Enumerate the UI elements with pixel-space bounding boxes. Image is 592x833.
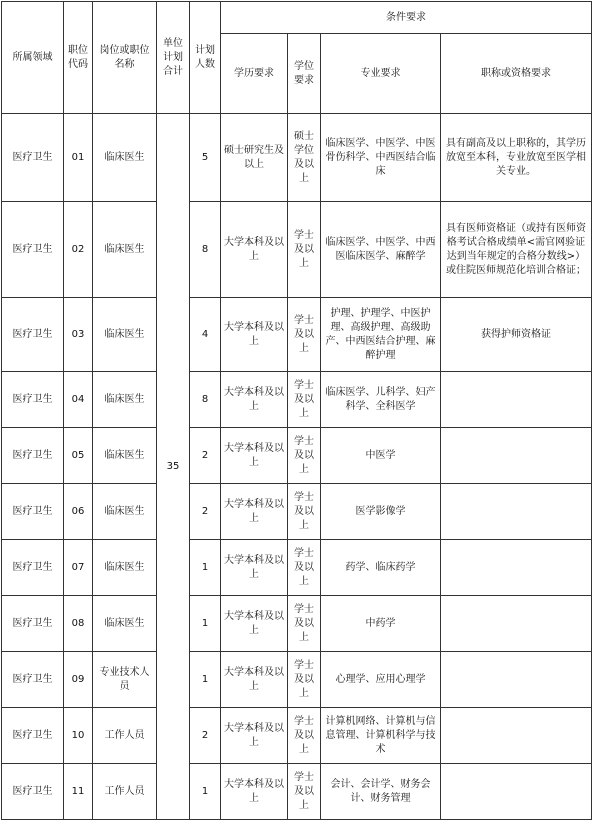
cell-education: 大学本科及以上 bbox=[221, 652, 288, 708]
cell-position: 临床医生 bbox=[93, 596, 157, 652]
cell-count: 2 bbox=[190, 484, 221, 540]
cell-position: 临床医生 bbox=[93, 298, 157, 372]
cell-domain: 医疗卫生 bbox=[2, 428, 64, 484]
cell-count: 1 bbox=[190, 652, 221, 708]
header-conditions: 条件要求 bbox=[221, 2, 592, 34]
cell-domain: 医疗卫生 bbox=[2, 484, 64, 540]
cell-degree: 学士及以上 bbox=[288, 372, 321, 428]
cell-degree: 学士及以上 bbox=[288, 484, 321, 540]
cell-domain: 医疗卫生 bbox=[2, 652, 64, 708]
table-row bbox=[2, 764, 592, 820]
cell-qualification bbox=[441, 708, 592, 764]
cell-count: 1 bbox=[190, 764, 221, 820]
cell-degree: 学士及以上 bbox=[288, 764, 321, 820]
header-plan-count: 计划人数 bbox=[190, 2, 221, 114]
cell-code: 10 bbox=[64, 708, 93, 764]
cell-degree: 学士及以上 bbox=[288, 708, 321, 764]
cell-major: 中医学 bbox=[321, 428, 441, 484]
cell-count: 1 bbox=[190, 596, 221, 652]
cell-count: 2 bbox=[190, 708, 221, 764]
header-domain: 所属领域 bbox=[2, 2, 64, 114]
cell-code: 03 bbox=[64, 298, 93, 372]
table-row bbox=[2, 652, 592, 708]
cell-education: 大学本科及以上 bbox=[221, 596, 288, 652]
cell-education: 大学本科及以上 bbox=[221, 764, 288, 820]
cell-qualification bbox=[441, 540, 592, 596]
cell-education: 大学本科及以上 bbox=[221, 202, 288, 298]
cell-qualification: 获得护师资格证 bbox=[441, 298, 592, 372]
cell-code: 02 bbox=[64, 202, 93, 298]
table-row bbox=[2, 114, 592, 202]
cell-education: 大学本科及以上 bbox=[221, 298, 288, 372]
cell-domain: 医疗卫生 bbox=[2, 596, 64, 652]
cell-code: 05 bbox=[64, 428, 93, 484]
cell-domain: 医疗卫生 bbox=[2, 764, 64, 820]
cell-code: 04 bbox=[64, 372, 93, 428]
cell-education: 大学本科及以上 bbox=[221, 484, 288, 540]
cell-count: 2 bbox=[190, 428, 221, 484]
cell-qualification bbox=[441, 372, 592, 428]
cell-qualification bbox=[441, 764, 592, 820]
cell-position: 临床医生 bbox=[93, 202, 157, 298]
cell-degree: 学士及以上 bbox=[288, 540, 321, 596]
cell-major: 临床医学、中医学、中西医临床医学、麻醉学 bbox=[321, 202, 441, 298]
cell-domain: 医疗卫生 bbox=[2, 540, 64, 596]
cell-major: 护理、护理学、中医护理、高级护理、高级助产、中西医结合护理、麻醉护理 bbox=[321, 298, 441, 372]
cell-code: 07 bbox=[64, 540, 93, 596]
table-row bbox=[2, 708, 592, 764]
cell-position: 专业技术人员 bbox=[93, 652, 157, 708]
cell-education: 大学本科及以上 bbox=[221, 708, 288, 764]
cell-degree: 学士及以上 bbox=[288, 652, 321, 708]
cell-count: 5 bbox=[190, 114, 221, 202]
cell-major: 临床医学、儿科学、妇产科学、全科医学 bbox=[321, 372, 441, 428]
table-row bbox=[2, 596, 592, 652]
table-row bbox=[2, 428, 592, 484]
cell-education: 大学本科及以上 bbox=[221, 540, 288, 596]
cell-domain: 医疗卫生 bbox=[2, 372, 64, 428]
cell-position: 临床医生 bbox=[93, 484, 157, 540]
table-row bbox=[2, 484, 592, 540]
cell-domain: 医疗卫生 bbox=[2, 114, 64, 202]
cell-major: 中药学 bbox=[321, 596, 441, 652]
cell-qualification bbox=[441, 428, 592, 484]
cell-degree: 学士及以上 bbox=[288, 596, 321, 652]
cell-position: 工作人员 bbox=[93, 708, 157, 764]
header-major: 专业要求 bbox=[321, 34, 441, 114]
cell-position: 临床医生 bbox=[93, 372, 157, 428]
cell-major: 会计、会计学、财务会计、财务管理 bbox=[321, 764, 441, 820]
cell-major: 心理学、应用心理学 bbox=[321, 652, 441, 708]
cell-education: 大学本科及以上 bbox=[221, 428, 288, 484]
cell-code: 09 bbox=[64, 652, 93, 708]
cell-position: 临床医生 bbox=[93, 428, 157, 484]
cell-major: 临床医学、中医学、中医骨伤科学、中西医结合临床 bbox=[321, 114, 441, 202]
header-education: 学历要求 bbox=[221, 34, 288, 114]
cell-domain: 医疗卫生 bbox=[2, 708, 64, 764]
cell-education: 大学本科及以上 bbox=[221, 372, 288, 428]
cell-qualification bbox=[441, 596, 592, 652]
cell-unit-total: 35 bbox=[157, 114, 190, 820]
cell-position: 临床医生 bbox=[93, 540, 157, 596]
cell-qualification bbox=[441, 484, 592, 540]
header-code: 职位代码 bbox=[64, 2, 93, 114]
cell-major: 药学、临床药学 bbox=[321, 540, 441, 596]
cell-domain: 医疗卫生 bbox=[2, 202, 64, 298]
cell-degree: 学士及以上 bbox=[288, 428, 321, 484]
cell-code: 06 bbox=[64, 484, 93, 540]
cell-count: 8 bbox=[190, 202, 221, 298]
table-row bbox=[2, 202, 592, 298]
cell-position: 工作人员 bbox=[93, 764, 157, 820]
cell-qualification: 具有副高及以上职称的，其学历放宽至本科，专业放宽至医学相关专业。 bbox=[441, 114, 592, 202]
table-row bbox=[2, 540, 592, 596]
header-degree: 学位要求 bbox=[288, 34, 321, 114]
header-qualification: 职称或资格要求 bbox=[441, 34, 592, 114]
table-row bbox=[2, 298, 592, 372]
cell-degree: 硕士学位及以上 bbox=[288, 114, 321, 202]
cell-count: 1 bbox=[190, 540, 221, 596]
cell-position: 临床医生 bbox=[93, 114, 157, 202]
cell-degree: 学士及以上 bbox=[288, 298, 321, 372]
cell-degree: 学士及以上 bbox=[288, 202, 321, 298]
cell-education: 硕士研究生及以上 bbox=[221, 114, 288, 202]
cell-major: 计算机网络、计算机与信息管理、计算机科学与技术 bbox=[321, 708, 441, 764]
cell-code: 08 bbox=[64, 596, 93, 652]
table-row bbox=[2, 372, 592, 428]
cell-qualification bbox=[441, 652, 592, 708]
cell-count: 8 bbox=[190, 372, 221, 428]
cell-code: 11 bbox=[64, 764, 93, 820]
cell-domain: 医疗卫生 bbox=[2, 298, 64, 372]
cell-count: 4 bbox=[190, 298, 221, 372]
header-position: 岗位或职位名称 bbox=[93, 2, 157, 114]
header-unit-total: 单位计划合计 bbox=[157, 2, 190, 114]
recruitment-table bbox=[1, 1, 592, 820]
cell-code: 01 bbox=[64, 114, 93, 202]
cell-qualification: 具有医师资格证（或持有医师资格考试合格成绩单<需官网验证达到当年规定的合格分数线>）或住院医师规范化培训合格证； bbox=[441, 202, 592, 298]
cell-major: 医学影像学 bbox=[321, 484, 441, 540]
